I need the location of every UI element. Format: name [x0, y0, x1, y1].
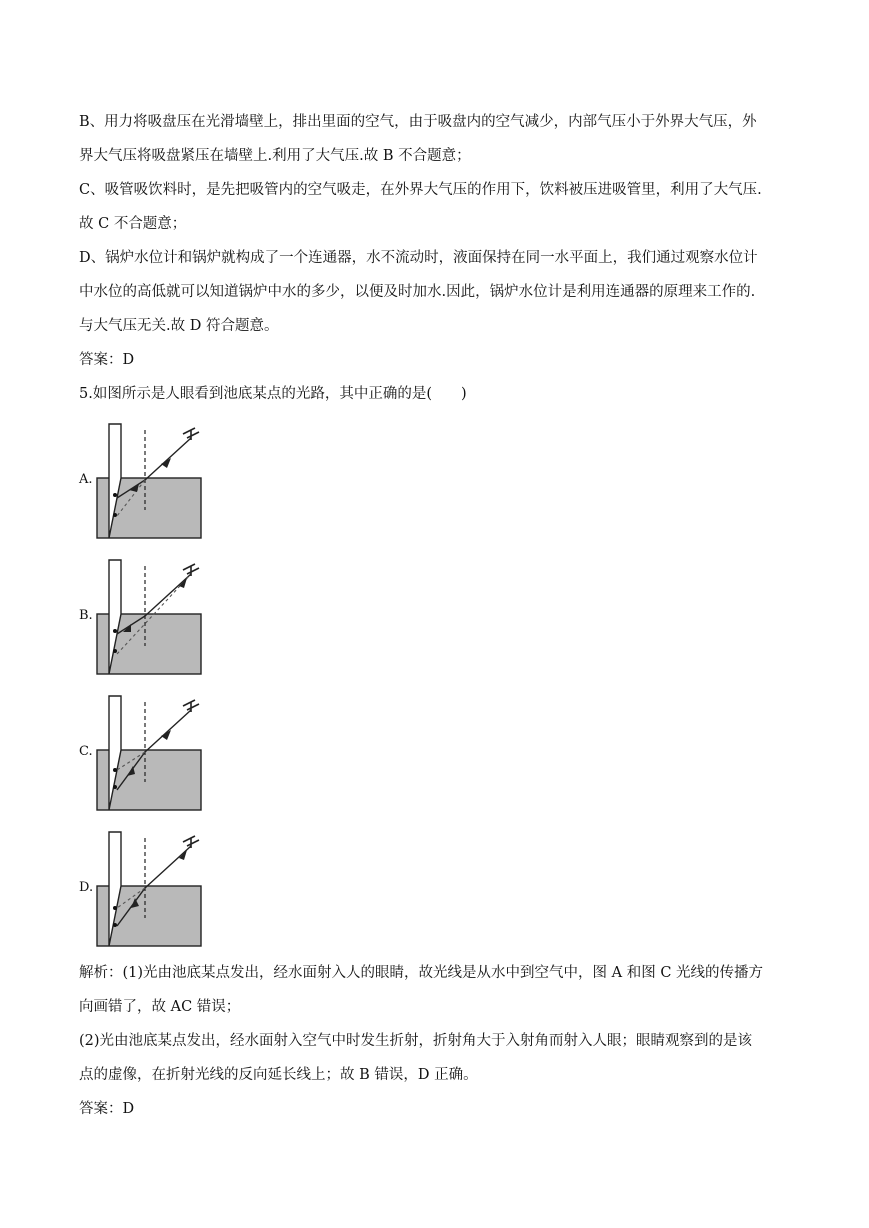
eye-icon [183, 428, 199, 440]
option-a-diagram [95, 420, 219, 540]
option-a-figure [79, 420, 219, 540]
air-ray [145, 710, 191, 752]
text-line-b-1: B、用力将吸盘压在光滑墙壁上，排出里面的空气，由于吸盘内的空气减少，内部气压小于外界大气压，外 [79, 114, 757, 130]
solution-line-3: (2)光由池底某点发出，经水面射入空气中时发生折射，折射角大于入射角而射入人眼；眼睛观察到的是该 [79, 1033, 753, 1049]
image-point [113, 906, 117, 910]
eye-icon [183, 564, 199, 576]
solution-line-2: 向画错了，故 AC 错误； [79, 999, 241, 1015]
text-line-d-2: 中水位的高低就可以知道锅炉中水的多少，以便及时加水.因此，锅炉水位计是利用连通器的原理来工作的. [79, 284, 756, 300]
option-a-label: A. [79, 472, 93, 487]
solution-line-1: 解析：(1)光由池底某点发出，经水面射入人的眼睛，故光线是从水中到空气中，图 A 和图 C 光线的传播方 [79, 965, 764, 981]
real-point [113, 923, 117, 927]
real-point [113, 785, 117, 789]
eye-icon [183, 836, 199, 848]
image-point [113, 768, 117, 772]
eye-icon [183, 700, 199, 712]
air-ray [145, 846, 191, 888]
text-line-b-2: 界大气压将吸盘紧压在墙壁上.利用了大气压.故 B 不合题意； [79, 148, 471, 164]
option-d-label: D. [79, 880, 94, 895]
air-ray [145, 574, 191, 616]
text-line-c-2: 故 C 不合题意； [79, 216, 187, 232]
option-c-diagram [95, 692, 219, 812]
solution-line-4: 点的虚像，在折射光线的反向延长线上；故 B 错误，D 正确。 [79, 1067, 478, 1083]
arrow-air [161, 458, 171, 468]
option-d-figure [79, 828, 219, 948]
arrow-air [161, 730, 171, 740]
option-d-diagram [95, 828, 219, 948]
text-line-d-1: D、锅炉水位计和锅炉就构成了一个连通器，水不流动时，液面保持在同一水平面上，我们通过观察水位计 [79, 250, 758, 266]
text-line-d-3: 与大气压无关.故 D 符合题意。 [79, 318, 279, 334]
question-5-stem: 5.如图所示是人眼看到池底某点的光路，其中正确的是( ) [79, 386, 467, 402]
option-c-label: C. [79, 744, 93, 759]
option-b-diagram [95, 556, 219, 676]
text-line-c-1: C、吸管吸饮料时，是先把吸管内的空气吸走，在外界大气压的作用下，饮料被压进吸管里，利用了大气压. [79, 182, 762, 198]
option-c-figure [79, 692, 219, 812]
answer-line-4: 答案：D [79, 352, 135, 368]
option-b-figure [79, 556, 219, 676]
option-b-label: B. [79, 608, 93, 623]
answer-line-5: 答案：D [79, 1101, 135, 1117]
image-point [113, 513, 117, 517]
air-ray [145, 438, 191, 480]
real-point [113, 493, 117, 497]
image-point [113, 649, 117, 653]
real-point [113, 629, 117, 633]
